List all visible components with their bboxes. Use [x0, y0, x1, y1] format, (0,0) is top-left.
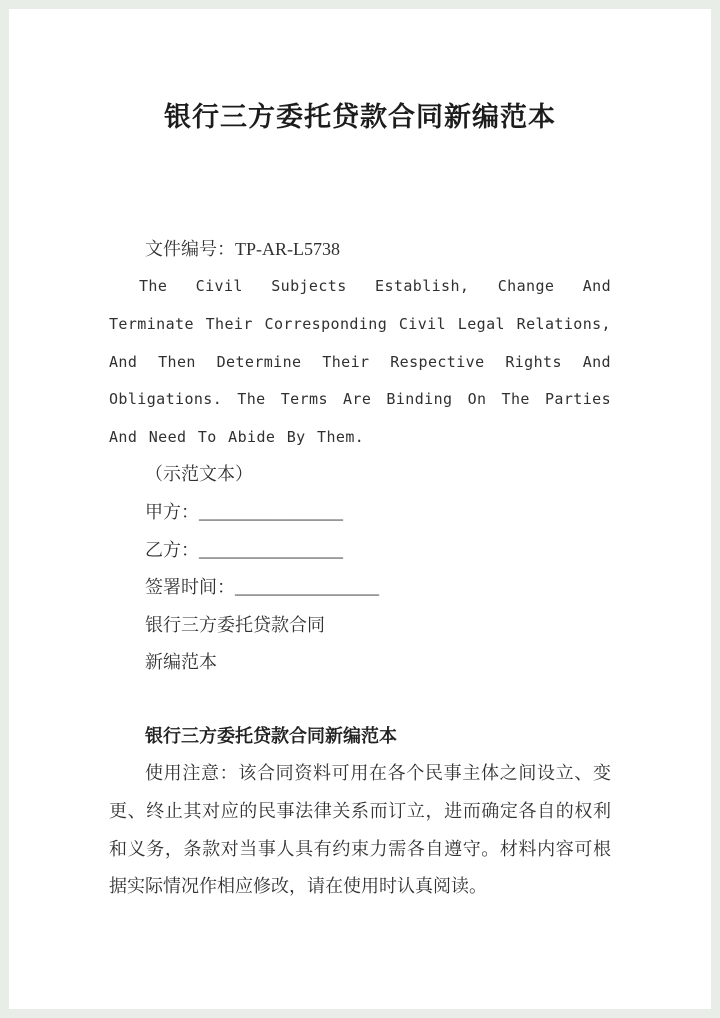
sample-text-label: （示范文本）: [145, 464, 253, 485]
subtitle-line-2: 新编范本: [145, 652, 217, 673]
party-b-line: 乙方：________________: [145, 539, 343, 560]
subtitle-line-1: 银行三方委托贷款合同: [145, 614, 325, 635]
section-heading: 银行三方委托贷款合同新编范本: [145, 725, 397, 746]
document-title: 银行三方委托贷款合同新编范本: [164, 102, 556, 132]
doc-number-line: 文件编号：TP-AR-L5738: [145, 238, 340, 259]
party-a-line: 甲方：________________: [145, 501, 343, 522]
usage-note-paragraph: 使用注意：该合同资料可用在各个民事主体之间设立、变更、终止其对应的民事法律关系而订立，进而确定各自的权利和义务，条款对当事人具有约束力需各自遵守。材料内容可根据实际情况作相应修改，请在使用时认真阅读。: [109, 763, 611, 897]
english-intro-paragraph: The Civil Subjects Establish, Change And Terminate Their Corresponding Civil Legal Relations, And Then Determine Their Respective Rights And Obligations. The Terms Are Binding On The Parties And Need To Abide By Them.: [109, 277, 611, 446]
document-page: [9, 9, 711, 1009]
sign-time-line: 签署时间：________________: [145, 577, 379, 598]
